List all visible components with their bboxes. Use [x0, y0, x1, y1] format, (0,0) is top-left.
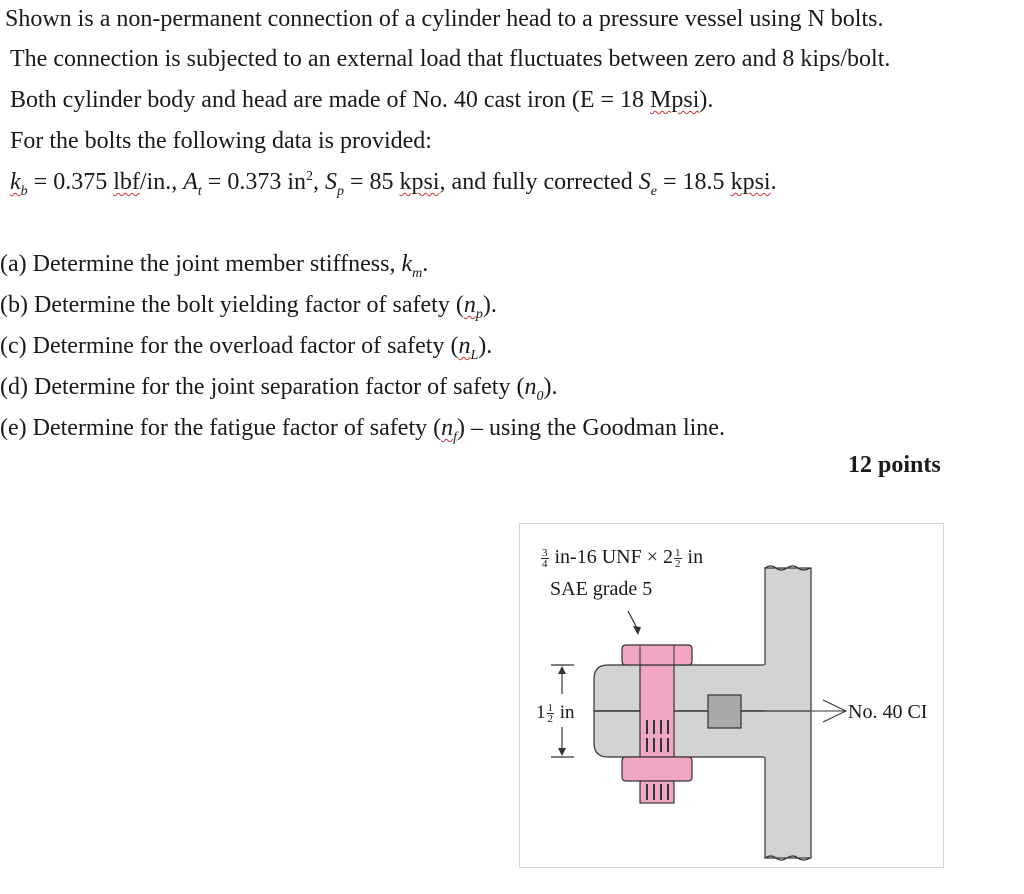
at-exponent: 2: [305, 169, 313, 184]
bolt-diameter-fraction: $\frac{3}{4}$: [542, 546, 548, 570]
question-e: (e) Determine for the fatigue factor of safety $(n_f)$ – using the Goodman line.: [0, 415, 725, 445]
grip-fraction: $\frac{1}{2}$: [547, 702, 553, 726]
grip-arrow-down: [558, 748, 566, 756]
sp-tail: , and fully corrected: [439, 169, 639, 195]
question-d: (d) Determine for the joint separation factor of safety $(n_0)$.: [0, 374, 558, 404]
at-tail: ,: [312, 169, 325, 195]
joint-drawing: [520, 524, 943, 867]
sp-value: = 85: [343, 169, 400, 195]
se-unit: kpsi: [730, 169, 771, 195]
question-b: (b) Determine the bolt yielding factor of safety $(n_p)$.: [0, 292, 497, 322]
bolt-length-fraction: $\frac{1}{2}$: [675, 546, 681, 570]
question-c: (c) Determine for the overload factor of safety $(n_L)$.: [0, 333, 493, 363]
np-symbol: $n_p$: [463, 292, 483, 322]
kb-symbol: $k_b$: [10, 169, 28, 199]
gasket-square: [708, 695, 741, 728]
question-a: (a) Determine the joint member stiffness, $k_m$.: [0, 251, 429, 281]
grip-arrow-up: [558, 666, 566, 674]
bolt-spec-label: $\frac{3}{4}$ in-16 UNF × 2 $\frac{1}{2}$ in: [542, 546, 704, 570]
line3-text: Both cylinder body and head are made of No. 40 cast iron (E = 18: [10, 87, 651, 113]
nut: [622, 757, 692, 781]
sp-symbol: $S_p$: [324, 169, 344, 199]
se-value: = 18.5: [657, 169, 731, 195]
at-symbol: $A_t$: [183, 169, 202, 199]
km-symbol: $k_m$: [401, 251, 423, 281]
vessel-wall: [765, 568, 811, 858]
bolt-callout-arrowhead: [633, 626, 641, 635]
problem-line-1: Shown is a non-permanent connection of a cylinder head to a pressure vessel using N bolts.: [5, 6, 884, 32]
problem-line-3: [10, 85, 713, 115]
kb-value: = 0.375: [27, 169, 114, 195]
bolted-joint-figure: [519, 523, 944, 868]
material-label: No. 40 CI: [848, 701, 928, 723]
at-value: = 0.373 in: [201, 169, 306, 195]
kb-unit: lbf: [113, 169, 140, 195]
problem-line-4: For the bolts the following data is provided:: [10, 128, 432, 154]
given-data-line: [10, 167, 777, 197]
bolt-head: [622, 645, 692, 665]
mpsi-unit: Mpsi: [650, 87, 700, 113]
kb-tail: /in.,: [139, 169, 184, 195]
nl-symbol: $n_L$: [458, 333, 479, 363]
grip-length-label: 1 $\frac{1}{2}$ in: [536, 702, 575, 726]
sp-unit: kpsi: [399, 169, 440, 195]
se-tail: .: [770, 169, 777, 195]
problem-line-2: The connection is subjected to an external load that fluctuates between zero and 8 kips/bolt.: [10, 46, 891, 72]
se-symbol: $S_e$: [638, 169, 658, 199]
nf-symbol: $n_f$: [441, 415, 457, 445]
n0-symbol: $n_0$: [524, 374, 544, 404]
bolt-grade-label: SAE grade 5: [550, 578, 653, 600]
line3-tail: ).: [699, 87, 714, 113]
points-label: 12 points: [848, 452, 941, 478]
